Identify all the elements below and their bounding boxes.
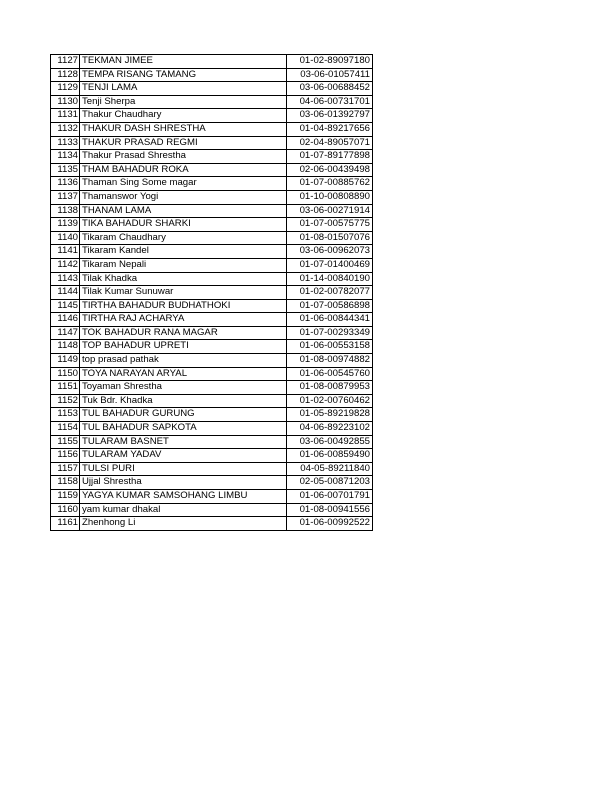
table-row bbox=[51, 517, 373, 531]
roster-table bbox=[50, 54, 373, 531]
name-cell: TULARAM YADAV bbox=[80, 449, 287, 463]
row-number-cell: 1127 bbox=[51, 55, 80, 69]
row-number-cell: 1131 bbox=[51, 109, 80, 123]
name-cell: Tilak Kumar Sunuwar bbox=[80, 286, 287, 300]
row-number-cell: 1158 bbox=[51, 476, 80, 490]
row-number-cell: 1145 bbox=[51, 299, 80, 313]
id-code-cell: 01-06-00701791 bbox=[287, 490, 373, 504]
id-code-cell: 01-04-89217656 bbox=[287, 122, 373, 136]
id-code-cell: 03-06-00271914 bbox=[287, 204, 373, 218]
row-number-cell: 1154 bbox=[51, 422, 80, 436]
name-cell: TIRTHA RAJ ACHARYA bbox=[80, 313, 287, 327]
id-code-cell: 03-06-01057411 bbox=[287, 68, 373, 82]
id-code-cell: 01-06-00992522 bbox=[287, 517, 373, 531]
id-code-cell: 01-08-00879953 bbox=[287, 381, 373, 395]
table-row bbox=[51, 122, 373, 136]
row-number-cell: 1151 bbox=[51, 381, 80, 395]
row-number-cell: 1146 bbox=[51, 313, 80, 327]
row-number-cell: 1153 bbox=[51, 408, 80, 422]
id-code-cell: 01-07-00885762 bbox=[287, 177, 373, 191]
name-cell: THANAM LAMA bbox=[80, 204, 287, 218]
name-cell: TUL BAHADUR GURUNG bbox=[80, 408, 287, 422]
name-cell: Thakur Chaudhary bbox=[80, 109, 287, 123]
name-cell: TEMPA RISANG TAMANG bbox=[80, 68, 287, 82]
table-row bbox=[51, 82, 373, 96]
row-number-cell: 1150 bbox=[51, 367, 80, 381]
name-cell: TIKA BAHADUR SHARKI bbox=[80, 218, 287, 232]
row-number-cell: 1147 bbox=[51, 326, 80, 340]
name-cell: TENJI LAMA bbox=[80, 82, 287, 96]
name-cell: Thamanswor Yogi bbox=[80, 190, 287, 204]
table-row bbox=[51, 313, 373, 327]
table-row bbox=[51, 68, 373, 82]
id-code-cell: 01-10-00808890 bbox=[287, 190, 373, 204]
table-row bbox=[51, 272, 373, 286]
table-row bbox=[51, 258, 373, 272]
id-code-cell: 03-06-00688452 bbox=[287, 82, 373, 96]
table-row bbox=[51, 340, 373, 354]
row-number-cell: 1161 bbox=[51, 517, 80, 531]
row-number-cell: 1155 bbox=[51, 435, 80, 449]
table-row bbox=[51, 476, 373, 490]
id-code-cell: 01-08-01507076 bbox=[287, 231, 373, 245]
row-number-cell: 1160 bbox=[51, 503, 80, 517]
name-cell: Tenji Sherpa bbox=[80, 95, 287, 109]
name-cell: Tikaram Kandel bbox=[80, 245, 287, 259]
row-number-cell: 1138 bbox=[51, 204, 80, 218]
row-number-cell: 1143 bbox=[51, 272, 80, 286]
name-cell: THAKUR DASH SHRESTHA bbox=[80, 122, 287, 136]
id-code-cell: 01-08-00941556 bbox=[287, 503, 373, 517]
table-row bbox=[51, 218, 373, 232]
name-cell: top prasad pathak bbox=[80, 354, 287, 368]
id-code-cell: 01-07-01400469 bbox=[287, 258, 373, 272]
id-code-cell: 03-06-00492855 bbox=[287, 435, 373, 449]
id-code-cell: 01-05-89219828 bbox=[287, 408, 373, 422]
table-row bbox=[51, 245, 373, 259]
name-cell: TOK BAHADUR RANA MAGAR bbox=[80, 326, 287, 340]
id-code-cell: 02-04-89057071 bbox=[287, 136, 373, 150]
table-row bbox=[51, 354, 373, 368]
id-code-cell: 04-06-00731701 bbox=[287, 95, 373, 109]
row-number-cell: 1133 bbox=[51, 136, 80, 150]
table-row bbox=[51, 462, 373, 476]
name-cell: YAGYA KUMAR SAMSOHANG LIMBU bbox=[80, 490, 287, 504]
table-row bbox=[51, 367, 373, 381]
table-row bbox=[51, 177, 373, 191]
id-code-cell: 02-06-00439498 bbox=[287, 163, 373, 177]
roster-table-body bbox=[51, 55, 373, 531]
id-code-cell: 04-06-89223102 bbox=[287, 422, 373, 436]
row-number-cell: 1140 bbox=[51, 231, 80, 245]
row-number-cell: 1142 bbox=[51, 258, 80, 272]
table-row bbox=[51, 163, 373, 177]
id-code-cell: 03-06-00962073 bbox=[287, 245, 373, 259]
row-number-cell: 1134 bbox=[51, 150, 80, 164]
table-row bbox=[51, 95, 373, 109]
name-cell: Ujjal Shrestha bbox=[80, 476, 287, 490]
name-cell: TULSI PURI bbox=[80, 462, 287, 476]
row-number-cell: 1137 bbox=[51, 190, 80, 204]
row-number-cell: 1139 bbox=[51, 218, 80, 232]
table-row bbox=[51, 408, 373, 422]
name-cell: Tilak Khadka bbox=[80, 272, 287, 286]
table-row bbox=[51, 326, 373, 340]
id-code-cell: 01-06-00545760 bbox=[287, 367, 373, 381]
id-code-cell: 01-07-00575775 bbox=[287, 218, 373, 232]
id-code-cell: 01-06-00844341 bbox=[287, 313, 373, 327]
row-number-cell: 1144 bbox=[51, 286, 80, 300]
name-cell: TIRTHA BAHADUR BUDHATHOKI bbox=[80, 299, 287, 313]
name-cell: TULARAM BASNET bbox=[80, 435, 287, 449]
table-row bbox=[51, 435, 373, 449]
row-number-cell: 1157 bbox=[51, 462, 80, 476]
table-row bbox=[51, 299, 373, 313]
id-code-cell: 01-07-89177898 bbox=[287, 150, 373, 164]
table-row bbox=[51, 449, 373, 463]
table-row bbox=[51, 109, 373, 123]
table-row bbox=[51, 136, 373, 150]
name-cell: Tikaram Chaudhary bbox=[80, 231, 287, 245]
name-cell: Zhenhong Li bbox=[80, 517, 287, 531]
table-row bbox=[51, 231, 373, 245]
id-code-cell: 01-06-00859490 bbox=[287, 449, 373, 463]
row-number-cell: 1129 bbox=[51, 82, 80, 96]
row-number-cell: 1128 bbox=[51, 68, 80, 82]
id-code-cell: 01-07-00293349 bbox=[287, 326, 373, 340]
name-cell: Tikaram Nepali bbox=[80, 258, 287, 272]
row-number-cell: 1159 bbox=[51, 490, 80, 504]
row-number-cell: 1149 bbox=[51, 354, 80, 368]
table-row bbox=[51, 490, 373, 504]
table-row bbox=[51, 503, 373, 517]
table-row bbox=[51, 204, 373, 218]
id-code-cell: 02-05-00871203 bbox=[287, 476, 373, 490]
id-code-cell: 04-05-89211840 bbox=[287, 462, 373, 476]
row-number-cell: 1152 bbox=[51, 394, 80, 408]
name-cell: TEKMAN JIMEE bbox=[80, 55, 287, 69]
table-row bbox=[51, 394, 373, 408]
table-row bbox=[51, 55, 373, 69]
table-row bbox=[51, 422, 373, 436]
id-code-cell: 01-02-89097180 bbox=[287, 55, 373, 69]
id-code-cell: 03-06-01392797 bbox=[287, 109, 373, 123]
table-row bbox=[51, 190, 373, 204]
table-row bbox=[51, 286, 373, 300]
name-cell: Tuk Bdr. Khadka bbox=[80, 394, 287, 408]
name-cell: yam kumar dhakal bbox=[80, 503, 287, 517]
table-row bbox=[51, 150, 373, 164]
id-code-cell: 01-14-00840190 bbox=[287, 272, 373, 286]
name-cell: TOYA NARAYAN ARYAL bbox=[80, 367, 287, 381]
id-code-cell: 01-08-00974882 bbox=[287, 354, 373, 368]
name-cell: Toyaman Shrestha bbox=[80, 381, 287, 395]
name-cell: THAKUR PRASAD REGMI bbox=[80, 136, 287, 150]
table-row bbox=[51, 381, 373, 395]
id-code-cell: 01-02-00760462 bbox=[287, 394, 373, 408]
name-cell: TUL BAHADUR SAPKOTA bbox=[80, 422, 287, 436]
name-cell: TOP BAHADUR UPRETI bbox=[80, 340, 287, 354]
id-code-cell: 01-06-00553158 bbox=[287, 340, 373, 354]
row-number-cell: 1130 bbox=[51, 95, 80, 109]
id-code-cell: 01-07-00586898 bbox=[287, 299, 373, 313]
row-number-cell: 1141 bbox=[51, 245, 80, 259]
id-code-cell: 01-02-00782077 bbox=[287, 286, 373, 300]
row-number-cell: 1132 bbox=[51, 122, 80, 136]
row-number-cell: 1136 bbox=[51, 177, 80, 191]
row-number-cell: 1135 bbox=[51, 163, 80, 177]
row-number-cell: 1148 bbox=[51, 340, 80, 354]
name-cell: Thaman Sing Some magar bbox=[80, 177, 287, 191]
name-cell: THAM BAHADUR ROKA bbox=[80, 163, 287, 177]
row-number-cell: 1156 bbox=[51, 449, 80, 463]
name-cell: Thakur Prasad Shrestha bbox=[80, 150, 287, 164]
